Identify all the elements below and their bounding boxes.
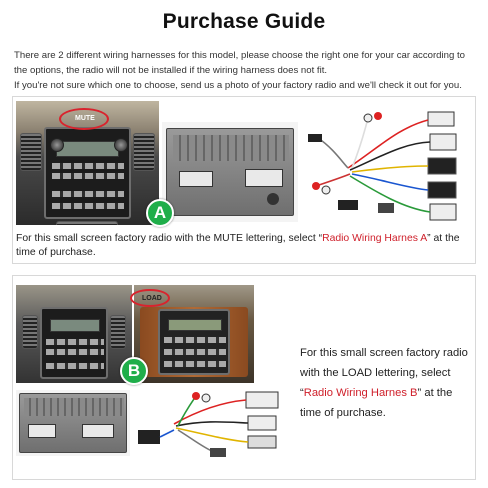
- intro-line-3: If you're not sure which one to choose, send us a photo of your factory radio and we'll check it out for you.: [14, 80, 462, 91]
- option-a-text-after: ” at the time of purchase.: [16, 233, 460, 258]
- option-b-description: [300, 343, 470, 423]
- option-a-wiring-harness-image: [308, 108, 468, 223]
- option-b-radio-label: LOAD: [142, 295, 162, 302]
- intro-line-1: There are 2 different wiring harnesses for this model, please choose the right one for your car according to: [14, 50, 465, 61]
- option-b-wiring-harness-image: [134, 390, 284, 460]
- option-a-radio-back-photo: [162, 122, 298, 222]
- option-a-text-before: For this small screen factory radio with the MUTE lettering, select “: [16, 233, 323, 244]
- option-b-text-after: ” at the time of purchase.: [300, 387, 453, 419]
- option-b-text-before: For this small screen factory radio with the LOAD lettering, select “: [300, 347, 468, 399]
- option-b-radio-back-photo: [16, 390, 130, 456]
- intro-text: [14, 48, 479, 93]
- option-a-radio-label: MUTE: [75, 115, 95, 122]
- option-b-harness-name: Radio Wiring Harnes B: [303, 387, 418, 399]
- intro-line-2: the options, the radio will not be installed if the wiring harness does not fit.: [14, 65, 328, 76]
- page-title: Purchase Guide: [162, 10, 326, 33]
- option-b-dashboard-photo-left: [16, 285, 132, 383]
- option-a-description: [16, 232, 471, 260]
- option-b-badge: B: [120, 357, 148, 385]
- option-a-harness-name: Radio Wiring Harnes A: [322, 233, 428, 244]
- option-a-badge: A: [146, 199, 174, 227]
